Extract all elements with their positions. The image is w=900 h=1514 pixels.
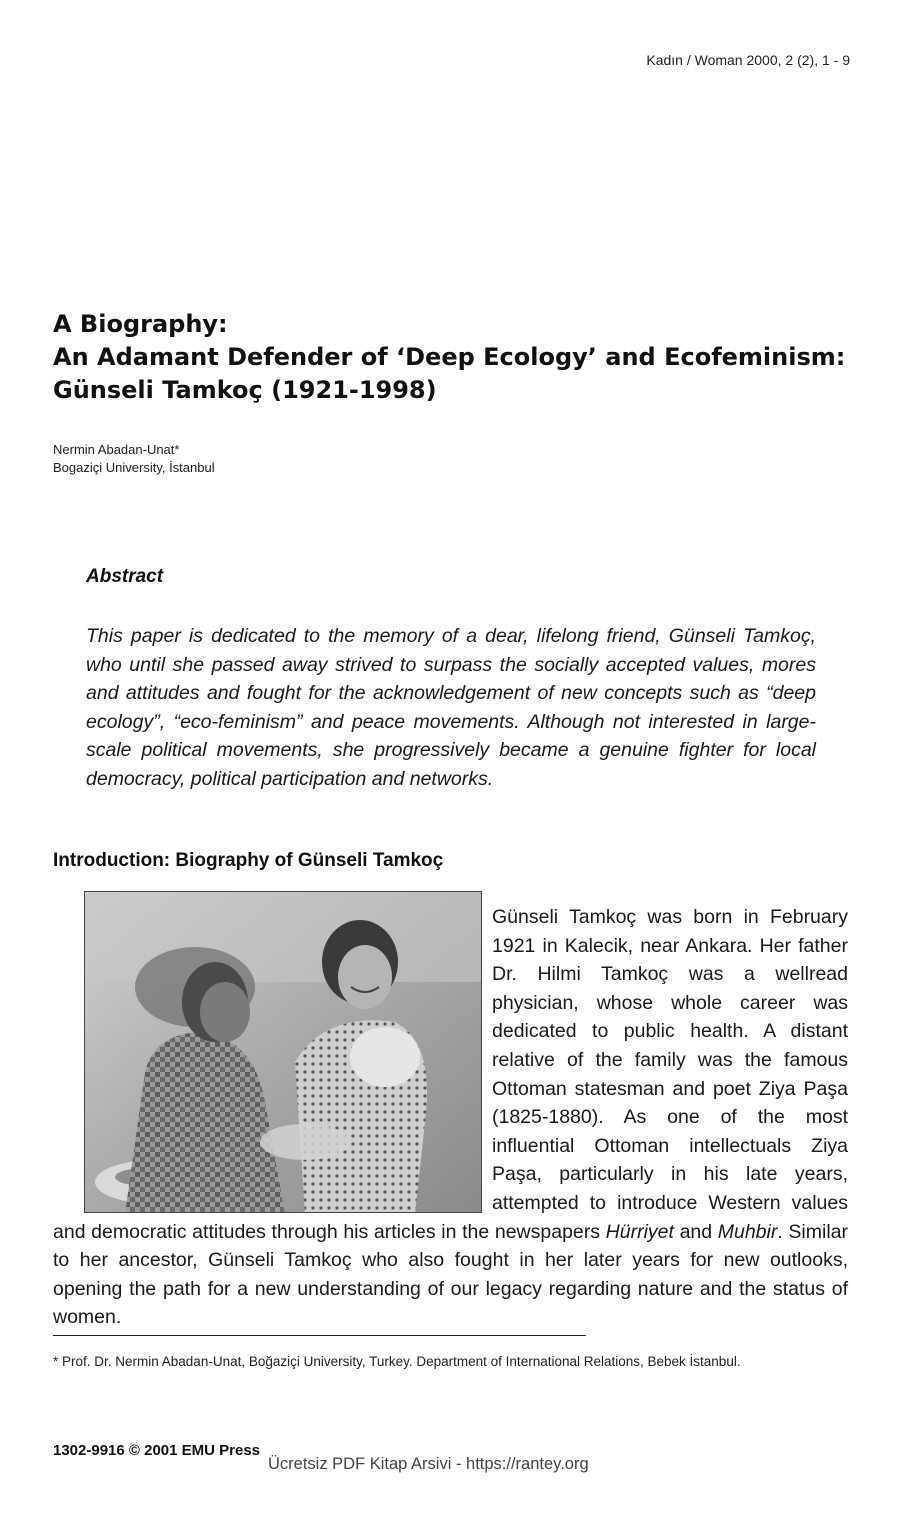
author-block — [53, 441, 215, 477]
footnote-rule — [53, 1335, 586, 1336]
title-line-2: An Adamant Defender of ‘Deep Ecology’ and Ecofeminism: — [53, 343, 846, 371]
body-text-part-2: and — [673, 1220, 718, 1243]
abstract-heading: Abstract — [86, 566, 164, 587]
author-name: Nermin Abadan-Unat* — [53, 442, 180, 457]
body-text-part-3: . Similar to her ancestor, Günseli Tamkoç who also fought in her later years for new outlooks, opening the path for a new understanding of our legacy regarding nature and the status of women. — [53, 1220, 849, 1329]
copyright-line: 1302-9916 © 2001 EMU Press — [53, 1442, 261, 1459]
portrait-photo — [84, 891, 482, 1213]
newspaper-muhbir: Muhbir — [717, 1220, 778, 1243]
title-line-1: A Biography: — [53, 310, 228, 338]
title-line-3: Günseli Tamkoç (1921-1998) — [53, 376, 437, 404]
section-heading: Introduction: Biography of Günseli Tamkoç — [53, 850, 444, 871]
article-title — [53, 308, 873, 407]
body-text-part-1: Günseli Tamkoç was born in February 1921 in Kalecik, near Ankara. Her father Dr. Hilmi Tamkoç was a wellread physician, whose whole career was dedicated to public health. A distant relative of the family was the famous Ottoman statesman and poet Ziya Paşa (1825-1880). As one of the most influential Ottoman intellectuals Ziya Paşa, particularly in his late years, attempted to introduce Western values and democratic attitudes through his articles in the newspapers — [53, 906, 848, 1243]
footnote: * Prof. Dr. Nermin Abadan-Unat, Boğaziçi University, Turkey. Department of International Relations, Bebek İstanbul. — [53, 1354, 741, 1369]
author-affiliation: Bogaziçi University, İstanbul — [53, 460, 215, 475]
newspaper-hurriyet: Hürriyet — [605, 1220, 674, 1243]
journal-reference: Kadın / Woman 2000, 2 (2), 1 - 9 — [646, 52, 850, 68]
abstract-text: This paper is dedicated to the memory of a dear, lifelong friend, Günseli Tamkoç, who until she passed away strived to surpass the socially accepted values, mores and attitudes and fought for the acknowledgement of new concepts such as “deep ecology”, “eco-feminism” and peace movements. Although not interested in large-scale political movements, she progressively became a genuine fighter for local democracy, political participation and networks. — [86, 625, 816, 790]
watermark-text: Ücretsiz PDF Kitap Arsivi - https://rantey.org — [268, 1455, 589, 1473]
